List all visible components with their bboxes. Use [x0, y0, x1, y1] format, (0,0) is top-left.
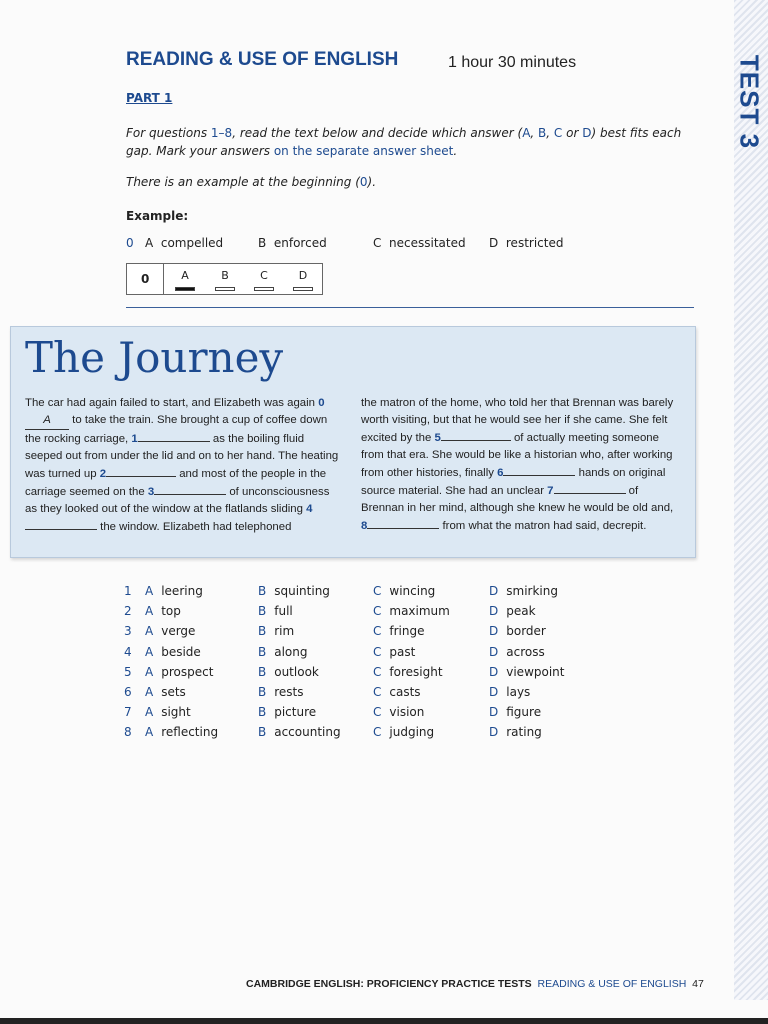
example-note: There is an example at the beginning (0). — [126, 175, 377, 189]
option-letter: A — [145, 644, 154, 659]
question-option-a — [145, 645, 201, 659]
question-option-b — [258, 685, 304, 699]
option-letter: D — [489, 685, 499, 699]
question-option-a — [145, 624, 195, 638]
question-option-d — [489, 685, 530, 699]
answer-box-divider — [163, 264, 164, 294]
option-letter: A — [145, 624, 154, 639]
option-word: top — [161, 604, 181, 619]
answer-mark-empty — [293, 287, 313, 291]
option-word: prospect — [161, 664, 214, 679]
story-column-1: The car had again failed to start, and Elizabeth was again 0A to take the train. She brought a cup of coffee down the rocking carriage, 1 as the boiling fluid seeped out from under the lid and on to her hand. The heating was turned up 2 and most of the people in the carriage seemed on the 3 of unconsciousness as they looked out of the window at the flatlands sliding 4 the window. Elizabeth had telephoned — [25, 397, 339, 533]
story-title: The Journey — [25, 333, 284, 382]
question-option-b — [258, 584, 330, 598]
option-letter: C — [373, 624, 382, 639]
question-number: 5 — [124, 664, 132, 679]
option-word: smirking — [506, 584, 558, 598]
option-word: squinting — [274, 584, 330, 598]
option-word: sets — [161, 685, 186, 699]
question-option-b — [258, 725, 341, 739]
question-option-b — [258, 665, 319, 679]
question-option-c — [373, 665, 443, 679]
question-number: 6 — [124, 685, 132, 699]
question-option-a — [145, 705, 191, 719]
option-word: reflecting — [161, 725, 219, 740]
question-option-a — [145, 604, 181, 618]
question-number: 3 — [124, 624, 132, 639]
option-word: peak — [506, 604, 536, 619]
option-word: full — [274, 604, 293, 619]
option-letter: C — [373, 685, 382, 699]
option-letter: B — [258, 644, 267, 659]
question-option-c — [373, 584, 435, 598]
option-word: rating — [506, 725, 542, 740]
bottom-edge — [0, 1018, 768, 1024]
gap-blank — [25, 518, 97, 530]
option-letter: B — [258, 584, 267, 598]
question-number: 7 — [124, 705, 132, 720]
question-option-d — [489, 604, 536, 618]
question-number: 4 — [124, 644, 132, 659]
question-option-d — [489, 645, 545, 659]
option-letter: D — [489, 725, 499, 740]
option-word: sight — [161, 705, 191, 720]
gap-blank — [138, 430, 210, 442]
instructions: For questions 1–8, read the text below and decide which answer (A, B, C or D) best fits each gap. Mark your answers on the separate answer sheet. — [126, 126, 682, 158]
question-option-a — [145, 584, 203, 598]
page-footer: CAMBRIDGE ENGLISH: PROFICIENCY PRACTICE TESTS READING & USE OF ENGLISH 47 — [246, 978, 704, 990]
option-word: rim — [274, 624, 295, 639]
option-letter: C — [373, 604, 382, 619]
question-option-a — [145, 685, 186, 699]
question-option-d — [489, 725, 542, 739]
option-word: verge — [161, 624, 196, 639]
question-option-a — [145, 725, 218, 739]
question-option-d — [489, 624, 546, 638]
question-option-c — [373, 725, 434, 739]
answer-option-d: D — [293, 269, 313, 282]
example-label: Example: — [126, 209, 189, 223]
option-letter: B — [258, 604, 267, 619]
option-letter: A — [145, 604, 154, 619]
option-letter: A — [145, 584, 154, 598]
part-heading: PART 1 — [126, 91, 173, 105]
option-letter: C — [373, 705, 382, 720]
duration: 1 hour 30 minutes — [448, 54, 577, 71]
option-word: along — [274, 644, 308, 659]
answer-option-c: C — [254, 269, 274, 282]
story-panel — [10, 326, 696, 558]
option-letter: D — [489, 705, 499, 720]
answer-option-b: B — [215, 269, 235, 282]
gap-blank — [441, 429, 511, 441]
page-title: READING & USE OF ENGLISH — [126, 49, 399, 70]
question-option-b — [258, 624, 294, 638]
story-column-2: the matron of the home, who told her that Brennan was barely worth visiting, but that he would see her if she came. She felt excited by the 5 of actually meeting someone from that era. She would be like a historian who, after working from other histories, finally 6 hands on original source material. She had an unclear 7 of Brennan in her mind, although she knew he would be old and, 8 from what the matron had said, decrepit. — [361, 397, 674, 532]
question-number: 8 — [124, 725, 132, 740]
option-word: rests — [274, 685, 304, 699]
option-letter: D — [489, 624, 499, 639]
example-option-c: C necessitated — [373, 236, 466, 250]
option-letter: B — [258, 685, 267, 699]
gap-blank — [106, 465, 176, 477]
option-word: beside — [161, 644, 201, 659]
answer-mark-empty — [215, 287, 235, 291]
option-letter: B — [258, 664, 267, 679]
option-word: picture — [274, 705, 317, 720]
option-word: border — [506, 624, 546, 639]
question-option-d — [489, 665, 565, 679]
question-number: 2 — [124, 604, 132, 619]
option-word: viewpoint — [506, 664, 565, 679]
example-answer-box — [126, 263, 323, 295]
handwritten-answer: A — [25, 412, 69, 430]
question-option-c — [373, 705, 424, 719]
example-option-a: A compelled — [145, 236, 224, 250]
option-letter: C — [373, 664, 382, 679]
option-letter: C — [373, 644, 382, 659]
option-word: casts — [389, 685, 421, 699]
option-word: accounting — [274, 725, 341, 740]
gap-blank — [367, 517, 439, 529]
option-letter: A — [145, 685, 154, 699]
answer-box-number: 0 — [141, 272, 150, 286]
gap-blank — [503, 464, 575, 476]
option-word: leering — [161, 584, 203, 598]
option-letter: D — [489, 664, 499, 679]
question-option-a — [145, 665, 213, 679]
gap-blank — [554, 482, 626, 494]
option-word: fringe — [389, 624, 425, 639]
option-letter: A — [145, 664, 154, 679]
gap-blank — [154, 483, 226, 495]
option-letter: B — [258, 624, 267, 639]
option-word: lays — [506, 685, 531, 699]
option-word: across — [506, 644, 545, 659]
option-letter: D — [489, 604, 499, 619]
section-divider — [126, 307, 694, 308]
option-letter: C — [373, 584, 382, 598]
option-word: wincing — [389, 584, 436, 598]
question-option-b — [258, 645, 308, 659]
question-option-c — [373, 645, 415, 659]
question-option-c — [373, 685, 421, 699]
test-side-tab: TEST 3 — [734, 54, 765, 150]
question-option-c — [373, 624, 425, 638]
option-letter: D — [489, 644, 499, 659]
option-letter: B — [258, 705, 267, 720]
option-letter: C — [373, 725, 382, 740]
option-letter: A — [145, 705, 154, 720]
question-option-b — [258, 705, 316, 719]
question-option-b — [258, 604, 293, 618]
option-letter: D — [489, 584, 499, 598]
option-letter: B — [258, 725, 267, 740]
question-number: 1 — [124, 584, 132, 598]
option-letter: A — [145, 725, 154, 740]
example-option-d: D restricted — [489, 236, 564, 250]
question-option-c — [373, 604, 450, 618]
answer-option-a: A — [175, 269, 195, 282]
option-word: maximum — [389, 604, 450, 619]
option-word: outlook — [274, 664, 319, 679]
answer-mark-empty — [254, 287, 274, 291]
example-option-b: B enforced — [258, 236, 327, 250]
example-number: 0 — [126, 236, 134, 250]
option-word: vision — [389, 705, 425, 720]
option-word: judging — [389, 725, 435, 740]
option-word: past — [389, 644, 416, 659]
question-option-d — [489, 705, 541, 719]
question-option-d — [489, 584, 558, 598]
option-word: figure — [506, 705, 542, 720]
option-word: foresight — [389, 664, 443, 679]
answer-mark-filled — [175, 287, 195, 291]
